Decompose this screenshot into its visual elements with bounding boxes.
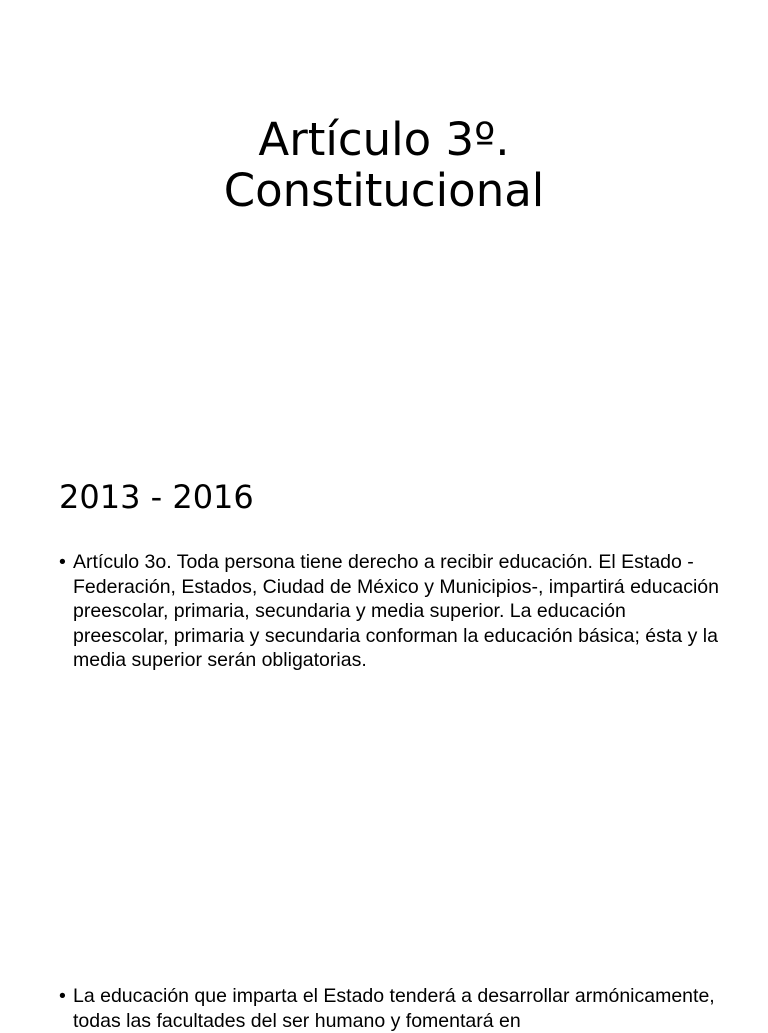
slide-title bbox=[0, 114, 768, 216]
slide-title-line-2: Constitucional bbox=[223, 164, 545, 217]
bullet-marker: • bbox=[59, 985, 66, 1007]
bullet-item bbox=[59, 984, 719, 1033]
bullet-text: La educación que imparta el Estado tenderá a desarrollar armónicamente, todas las facultades del ser humano y fomentará en bbox=[73, 985, 715, 1032]
bullet-text: Artículo 3o. Toda persona tiene derecho a recibir educación. El Estado -Federación, Estados, Ciudad de México y Municipios-, impartirá educación preescolar, primaria, secundaria y media superior. La educación preescolar, primaria y secundaria conforman la educación básica; ésta y la media superior serán obligatorias. bbox=[73, 551, 719, 671]
slide-title-line-1: Artículo 3º. bbox=[258, 113, 510, 166]
bullet-marker: • bbox=[59, 551, 66, 573]
bullet-item bbox=[59, 550, 719, 673]
section-heading: 2013 - 2016 bbox=[59, 478, 254, 516]
